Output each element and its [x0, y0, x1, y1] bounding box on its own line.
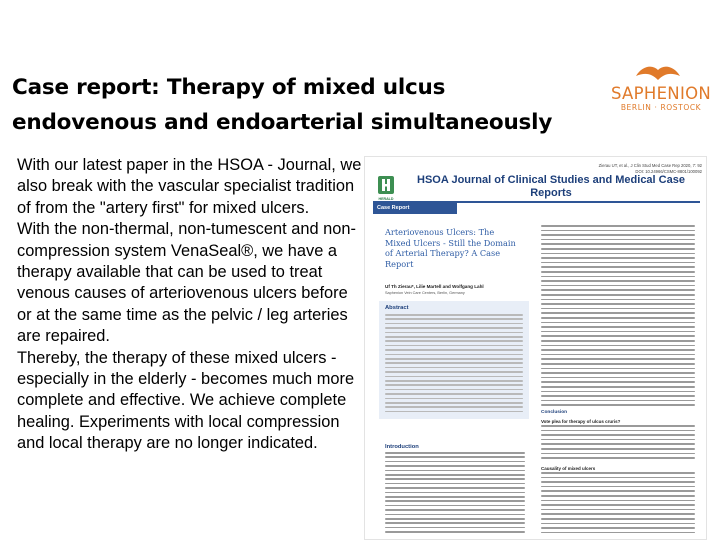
- paragraph-2: With the non-thermal, non-tumescent and non-compression system VenaSeal®, we have a therapy available that can be used to treat venous causes of arteriovenous ulcers before or at the same time as the pelvic / leg arteries are repaired.: [17, 220, 356, 346]
- text-line: [541, 276, 695, 278]
- text-line: [541, 363, 695, 365]
- text-line: [541, 443, 695, 445]
- body-text: [17, 155, 362, 455]
- text-line: [385, 452, 525, 454]
- text-line: [385, 531, 525, 533]
- text-line: [385, 500, 525, 502]
- text-line: [541, 280, 695, 282]
- text-line: [385, 402, 523, 404]
- text-line: [541, 490, 695, 492]
- text-line: [541, 358, 695, 360]
- text-line: [541, 234, 695, 236]
- article-title: Arteriovenous Ulcers: The Mixed Ulcers - Still the Domain of Arterial Therapy? A Case Report: [385, 227, 516, 269]
- text-line: [541, 386, 695, 388]
- text-line: [541, 299, 695, 301]
- text-line: [385, 505, 525, 507]
- text-line: [541, 453, 695, 455]
- text-line: [385, 522, 525, 524]
- subheading: Vote plea for therapy of ulcus cruris?: [541, 419, 621, 424]
- text-line: [541, 354, 695, 356]
- text-line: [541, 377, 695, 379]
- text-line: [541, 331, 695, 333]
- text-line: [541, 395, 695, 397]
- text-line: [385, 465, 525, 467]
- text-line: [541, 457, 695, 459]
- text-line: [385, 398, 523, 400]
- text-line: [541, 326, 695, 328]
- text-line: [541, 303, 695, 305]
- text-line: [541, 481, 695, 483]
- text-line: [541, 434, 695, 436]
- text-line: [541, 257, 695, 259]
- text-line: [385, 349, 523, 351]
- text-line: [385, 384, 523, 386]
- text-line: [385, 358, 523, 360]
- text-line: [385, 340, 523, 342]
- text-line: [385, 461, 525, 463]
- text-line: [541, 381, 695, 383]
- text-line: [385, 336, 523, 338]
- text-line: [541, 509, 695, 511]
- text-line: [541, 294, 695, 296]
- logo-tagline: BERLIN · ROSTOCK: [620, 103, 702, 112]
- introduction-heading: Introduction: [385, 444, 419, 450]
- paragraph-1: With our latest paper in the HSOA - Journal, we also break with the vascular specialist tradition of from the "artery first" for mixed ulcers.: [17, 156, 362, 217]
- text-line: [385, 509, 525, 511]
- publisher-logo-text: HERALD: [378, 197, 394, 201]
- text-line: [541, 312, 695, 314]
- citation-line: Zierau UT, et al., J Clin Stud Med Case Rep 2020, 7: 92: [598, 163, 702, 168]
- text-line: [541, 513, 695, 515]
- text-line: [541, 500, 695, 502]
- text-line: [385, 393, 523, 395]
- text-line: [385, 314, 523, 316]
- text-line: [385, 514, 525, 516]
- slide-title: Case report: Therapy of mixed ulcus endovenous and endoarterial simultaneously: [12, 75, 553, 135]
- text-line: [385, 332, 523, 334]
- text-line: [541, 439, 695, 441]
- text-line: [385, 487, 525, 489]
- text-line: [385, 478, 525, 480]
- text-line: [385, 496, 525, 498]
- text-line: [541, 532, 695, 534]
- text-line: [541, 486, 695, 488]
- text-line: [385, 527, 525, 529]
- paper-thumbnail: [364, 156, 707, 540]
- text-line: [541, 404, 695, 406]
- text-line: [541, 308, 695, 310]
- text-line: [541, 527, 695, 529]
- conclusion-heading: Conclusion: [541, 410, 568, 415]
- text-line: [541, 448, 695, 450]
- text-line: [541, 266, 695, 268]
- text-line: [541, 518, 695, 520]
- text-line: [385, 327, 523, 329]
- text-line: [541, 349, 695, 351]
- text-line: [385, 376, 523, 378]
- paper-citation: [562, 163, 702, 174]
- abstract-heading: Abstract: [385, 305, 409, 311]
- text-line: [385, 470, 525, 472]
- text-line: [541, 430, 695, 432]
- paragraph-3: Thereby, the therapy of these mixed ulcers - especially in the elderly - becomes much more complete and effective. We achieve complete healing. Experiments with local compression and local therapy are no longer indicated.: [17, 348, 355, 453]
- text-line: [541, 495, 695, 497]
- text-line: [541, 368, 695, 370]
- text-line: [541, 243, 695, 245]
- text-line: [541, 253, 695, 255]
- text-line: [541, 239, 695, 241]
- section-label: Case Report: [373, 203, 457, 214]
- text-line: [541, 504, 695, 506]
- text-line: [385, 362, 523, 364]
- journal-name: HSOA Journal of Clinical Studies and Medical Case Reports: [417, 174, 685, 199]
- text-line: [541, 345, 695, 347]
- text-line: [385, 318, 523, 320]
- herald-logo-icon: [375, 173, 397, 197]
- text-line: [541, 391, 695, 393]
- text-line: [541, 230, 695, 232]
- text-line: [541, 372, 695, 374]
- citation-line: DOI: 10.24966/CSMC-8801/100092: [635, 168, 702, 174]
- text-line: [541, 472, 695, 474]
- subheading: Causality of mixed ulcers: [541, 466, 596, 471]
- text-line: [385, 380, 523, 382]
- text-line: [385, 456, 525, 458]
- text-line: [385, 483, 525, 485]
- text-line: [541, 225, 695, 227]
- text-line: [541, 317, 695, 319]
- text-line: [541, 262, 695, 264]
- text-line: [385, 518, 525, 520]
- text-line: [541, 322, 695, 324]
- text-line: [541, 271, 695, 273]
- text-line: [385, 406, 523, 408]
- article-authors: Uf Th Zierau*, Lilie Martell and Wolfgang Lahl: [385, 284, 484, 289]
- text-line: [541, 523, 695, 525]
- text-line: [541, 289, 695, 291]
- logo-name: SAPHENION: [610, 84, 712, 103]
- text-line: [541, 248, 695, 250]
- text-line: [385, 474, 525, 476]
- text-line: [541, 335, 695, 337]
- text-line: [385, 354, 523, 356]
- text-line: [541, 285, 695, 287]
- text-line: [541, 340, 695, 342]
- text-line: [385, 492, 525, 494]
- text-line: [385, 371, 523, 373]
- article-affiliation: Saphenion Vein Care Centers, Berlin, Germany: [385, 291, 465, 295]
- text-line: [541, 400, 695, 402]
- text-line: [541, 425, 695, 427]
- text-line: [541, 477, 695, 479]
